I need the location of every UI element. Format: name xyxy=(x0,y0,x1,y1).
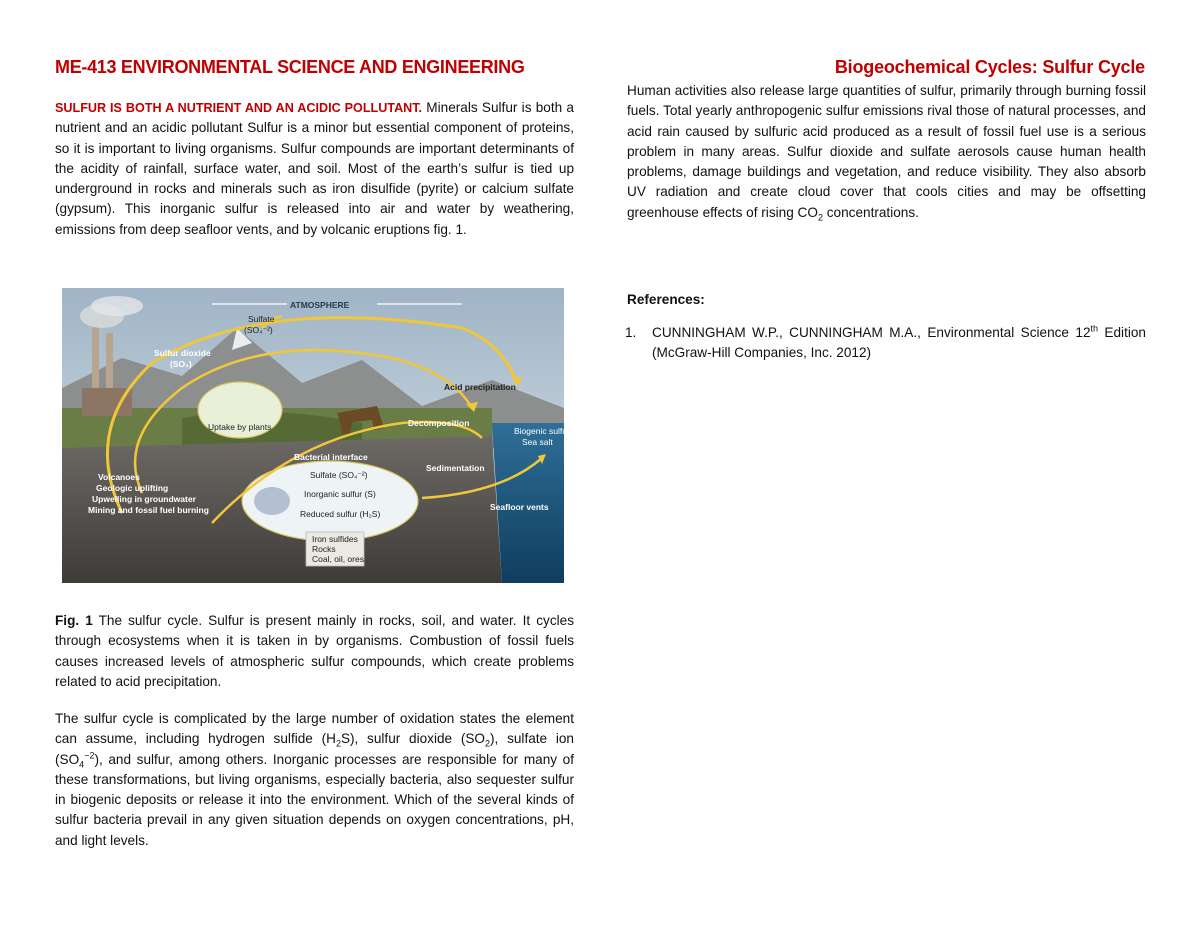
references-heading xyxy=(627,290,1146,310)
figure-label-rocks: Rocks xyxy=(312,544,336,554)
figure-label-sulfate-air-formula: (SO₄⁻²) xyxy=(244,325,273,335)
subscript-4: 4 xyxy=(79,759,85,770)
figure-label-reduced: Reduced sulfur (H₂S) xyxy=(300,509,381,519)
figure-label-sulfur-dioxide: Sulfur dioxide xyxy=(154,348,211,358)
subscript-2: 2 xyxy=(817,212,823,223)
figure-label-uptake: Uptake by plants xyxy=(208,422,272,432)
oxidation-paragraph xyxy=(55,709,574,851)
reference-superscript: th xyxy=(1090,323,1099,334)
figure-label-coal: Coal, oil, ores xyxy=(312,554,364,564)
figure-label-inorganic: Inorganic sulfur (S) xyxy=(304,489,376,499)
caption-text: The sulfur cycle. Sulfur is present mainly in rocks, soil, and water. It cycles through ecosystems when it is taken in by organisms. Combustion of fossil fuels causes increased levels of atmospheric sulfur compounds, which create problems related to acid precipitation. xyxy=(55,613,574,689)
figure-label-sulfate-soil: Sulfate (SO₄⁻²) xyxy=(310,470,368,480)
figure-label-mining: Mining and fossil fuel burning xyxy=(88,505,209,515)
caption-label: Fig. 1 xyxy=(55,613,93,628)
figure-label-sea-salt: Sea salt xyxy=(522,437,553,447)
reference-item xyxy=(625,323,1146,364)
reference-number: 1. xyxy=(625,325,637,340)
document-title: ME-413 ENVIRONMENTAL SCIENCE AND ENGINEERING xyxy=(55,57,525,77)
para2-part-c: ), sulfate ion (SO xyxy=(55,731,574,767)
figure-label-seafloor: Seafloor vents xyxy=(490,502,549,512)
figure-label-acid-precipitation: Acid precipitation xyxy=(444,382,516,392)
figure-label-volcanoes: Volcanoes xyxy=(98,472,140,482)
figure-label-iron-sulfides: Iron sulfides xyxy=(312,534,358,544)
intro-paragraph xyxy=(55,98,574,240)
right-para-end: concentrations. xyxy=(822,204,919,220)
figure-label-so2: (SO₂) xyxy=(170,359,192,369)
references-heading-text: References: xyxy=(627,292,705,307)
figure-label-decomposition: Decomposition xyxy=(408,418,470,428)
section-title: Biogeochemical Cycles: Sulfur Cycle xyxy=(834,57,1145,77)
figure-label-sedimentation: Sedimentation xyxy=(426,463,485,473)
intro-text: Minerals Sulfur is both a nutrient and an acidic pollutant Sulfur is a minor but essential component of proteins, so it is important to living organisms. Sulfur compounds are important determinants of the acidity of rainfall, surface water, and soil. Most of the earth’s sulfur is tied up underground in rocks and minerals such as iron disulfide (pyrite) or calcium sulfate (gypsum). This inorganic sulfur is released into air and water by weathering, emissions from deep seafloor vents, and by volcanic eruptions fig. 1. xyxy=(55,100,574,237)
figure-label-atmosphere: ATMOSPHERE xyxy=(290,300,350,310)
figure-label-sulfate-air: Sulfate xyxy=(248,314,275,324)
para2-part-a: The sulfur cycle is complicated by the large number of oxidation states the element can assume, including hydrogen sulfide (H xyxy=(55,711,574,747)
figure-label-bacterial-interface: Bacterial interface xyxy=(294,452,368,462)
figure-label-upwelling: Upwelling in groundwater xyxy=(92,494,196,504)
reference-text-b: Edition (McGraw-Hill Companies, Inc. 2012) xyxy=(652,325,1146,361)
para2-part-b: S), sulfur dioxide (SO xyxy=(340,731,486,747)
human-activities-paragraph xyxy=(627,81,1146,223)
reference-text-a: CUNNINGHAM W.P., CUNNINGHAM M.A., Environmental Science 12 xyxy=(652,325,1091,340)
subscript-2: 2 xyxy=(485,739,491,750)
para2-part-d: ), and sulfur, among others. Inorganic processes are responsible for many of these transformations, but living organisms, especially bacteria, also sequester sulfur in biogenic deposits or release it into the environment. Which of the several kinds of sulfur bacteria prevail in any given situation depends on oxygen concentrations, pH, and light levels. xyxy=(55,751,574,848)
subscript-2: 2 xyxy=(335,739,341,750)
sulfur-cycle-figure xyxy=(62,288,570,583)
superscript-charge: −2 xyxy=(84,750,95,761)
figure-label-geologic: Geologic uplifting xyxy=(96,483,169,493)
figure-caption xyxy=(55,611,574,692)
figure-label-biogenic: Biogenic sulfur xyxy=(514,426,570,436)
lead-heading: SULFUR IS BOTH A NUTRIENT AND AN ACIDIC POLLUTANT. xyxy=(55,101,423,115)
right-para-text: Human activities also release large quantities of sulfur, primarily through burning fossil fuels. Total yearly anthropogenic sulfur emissions rival those of natural processes, and acid rain caused by sulfuric acid produced as a result of fossil fuel use is a serious problem in many areas. Sulfur dioxide and sulfate aerosols cause human health problems, damage buildings and vegetation, and reduce visibility. They also absorb UV radiation and create cloud cover that cools cities and may be offsetting greenhouse effects of rising CO xyxy=(627,83,1146,220)
